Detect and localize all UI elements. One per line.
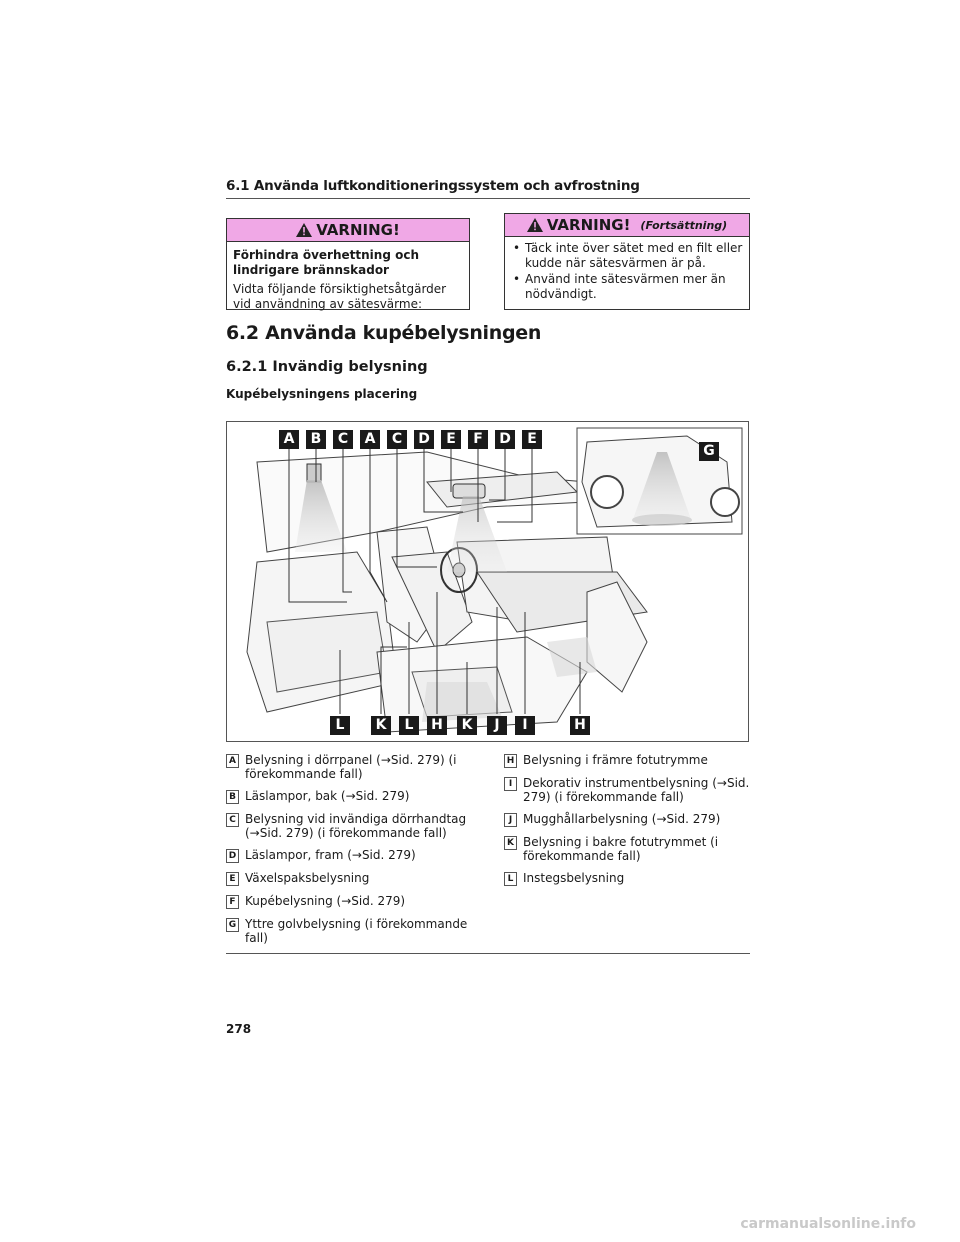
legend-text: Dekorativ instrumentbelysning (→Sid. 279) (i förekommande fall): [523, 776, 750, 804]
subsection-heading: 6.2.1 Invändig belysning: [226, 359, 428, 375]
warning-label: VARNING!: [316, 221, 400, 239]
legend-item: [226, 871, 476, 886]
warning-triangle-icon: [296, 223, 312, 237]
figure-label-k: K: [371, 716, 391, 735]
legend-item: [504, 871, 750, 886]
warning-sub-label: (Fortsättning): [640, 218, 728, 232]
legend-text: Instegsbelysning: [523, 871, 625, 885]
legend-key: D: [226, 849, 239, 863]
warning-box-right: [504, 213, 750, 310]
legend-item: [226, 789, 476, 804]
figure-label-e: E: [441, 430, 461, 449]
legend-item: [226, 812, 476, 840]
legend-item: [504, 776, 750, 804]
legend-text: Läslampor, fram (→Sid. 279): [245, 848, 416, 862]
legend-text: Belysning i dörrpanel (→Sid. 279) (i förekommande fall): [245, 753, 457, 781]
interior-lighting-figure: [226, 421, 749, 742]
car-interior-illustration: [227, 422, 748, 741]
legend-item: [504, 812, 750, 827]
legend-text: Belysning vid invändiga dörrhandtag (→Sid. 279) (i förekommande fall): [245, 812, 467, 840]
warning-text: Vidta följande försiktighetsåtgärder vid användning av sätesvärme:: [233, 282, 447, 311]
warning-bullet: • Använd inte sätesvärmen mer än nödvändigt.: [511, 272, 743, 302]
legend-key: K: [504, 836, 517, 850]
figure-label-k: K: [457, 716, 477, 735]
legend-text: Växelspaksbelysning: [245, 871, 370, 885]
legend-item: [504, 835, 750, 863]
legend-text: Belysning i främre fotutrymme: [523, 753, 708, 767]
figure-label-e: E: [522, 430, 542, 449]
running-header: 6.1 Använda luftkonditioneringssystem och avfrostning: [226, 178, 640, 194]
warning-header: [227, 219, 469, 242]
figure-caption-heading: Kupébelysningens placering: [226, 387, 418, 401]
legend-key: B: [226, 790, 239, 804]
figure-label-c: C: [387, 430, 407, 449]
legend-text: Mugghållarbelysning (→Sid. 279): [523, 812, 721, 826]
legend-key: A: [226, 754, 239, 768]
warning-bullet: • Täck inte över sätet med en filt eller kudde när sätesvärmen är på.: [511, 241, 743, 271]
legend-key: F: [226, 895, 239, 909]
legend-item: [504, 753, 750, 768]
figure-label-l: L: [399, 716, 419, 735]
legend-item: [226, 917, 476, 945]
legend-left: [226, 753, 476, 953]
figure-label-i: I: [515, 716, 535, 735]
figure-label-a: A: [279, 430, 299, 449]
section-heading: 6.2 Använda kupébelysningen: [226, 322, 542, 344]
figure-label-j: J: [487, 716, 507, 735]
warning-bold-text: Förhindra överhettning och lindrigare brännskador: [233, 248, 419, 277]
figure-label-f: F: [468, 430, 488, 449]
figure-label-h: H: [570, 716, 590, 735]
figure-label-c: C: [333, 430, 353, 449]
legend-key: I: [504, 777, 517, 791]
legend-key: C: [226, 813, 239, 827]
legend-item: [226, 848, 476, 863]
figure-label-l: L: [330, 716, 350, 735]
warning-label: VARNING!: [546, 216, 631, 234]
figure-label-b: B: [306, 430, 326, 449]
page-number: 278: [226, 1022, 252, 1036]
legend-text: Yttre golvbelysning (i förekommande fall): [245, 917, 468, 945]
legend-item: [226, 894, 476, 909]
figure-label-g: G: [699, 442, 719, 461]
legend-key: E: [226, 872, 239, 886]
footer-divider: [226, 953, 750, 954]
legend-key: G: [226, 918, 239, 932]
warning-triangle-icon: [527, 218, 543, 232]
legend-right: [504, 753, 750, 894]
header-divider: [226, 198, 750, 199]
warning-box-left: [226, 218, 470, 310]
figure-label-d: D: [414, 430, 434, 449]
watermark: carmanualsonline.info: [740, 1216, 916, 1232]
legend-text: Belysning i bakre fotutrymmet (i förekommande fall): [523, 835, 719, 863]
legend-key: J: [504, 813, 517, 827]
figure-label-h: H: [427, 716, 447, 735]
figure-label-d: D: [495, 430, 515, 449]
legend-key: H: [504, 754, 517, 768]
warning-header-continued: [505, 214, 749, 237]
legend-item: [226, 753, 476, 781]
legend-key: L: [504, 872, 517, 886]
legend-text: Läslampor, bak (→Sid. 279): [245, 789, 410, 803]
figure-label-a: A: [360, 430, 380, 449]
legend-text: Kupébelysning (→Sid. 279): [245, 894, 406, 908]
